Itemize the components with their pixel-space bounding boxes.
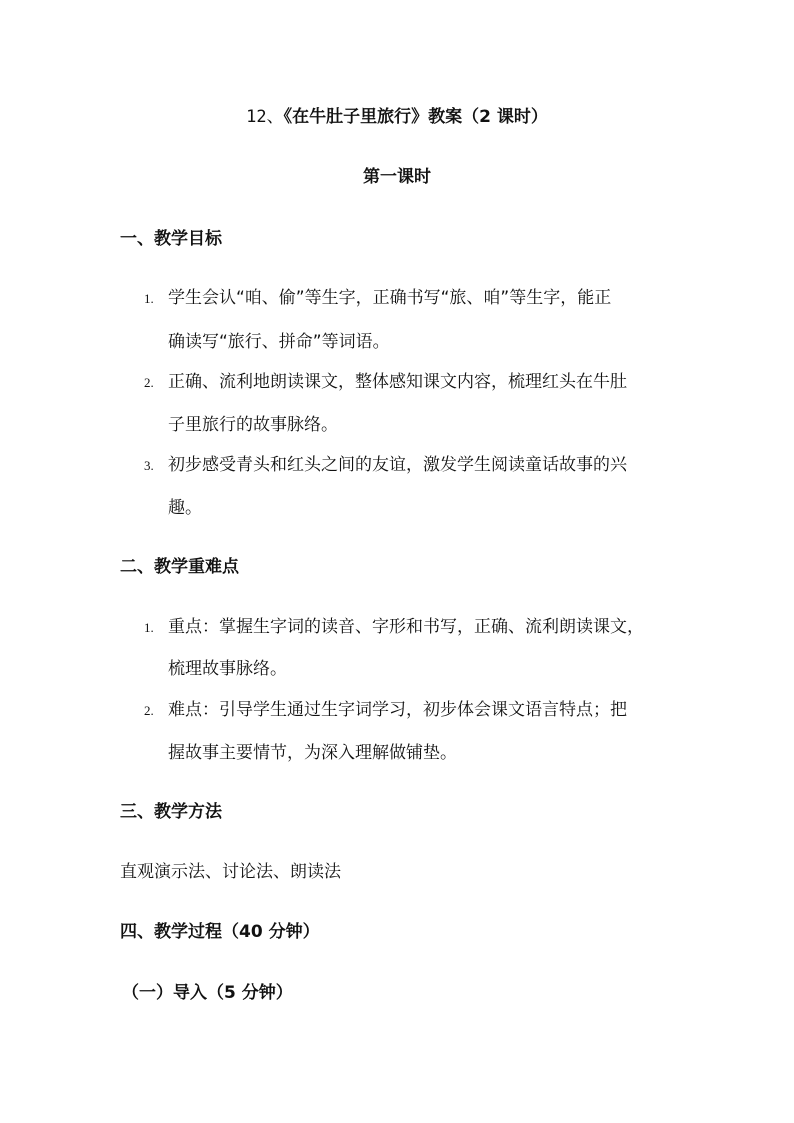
- title-text: 《在牛肚子里旅行》教案（2 课时）: [283, 107, 548, 127]
- methods-text: 直观演示法、讨论法、朗读法: [120, 862, 341, 882]
- section-heading-process: 四、教学过程（40 分钟）: [120, 922, 320, 942]
- list-item-line: 学生会认“咱、偷”等生字，正确书写“旅、咱”等生字，能正: [168, 288, 612, 308]
- list-item-line: 握故事主要情节，为深入理解做铺垫。: [168, 743, 457, 763]
- list-number: 1.: [144, 620, 154, 635]
- list-item-line: 初步感受青头和红头之间的友谊，激发学生阅读童话故事的兴: [168, 455, 627, 475]
- list-item-line: 重点：掌握生字词的读音、字形和书写，正确、流利朗读课文，: [168, 617, 644, 637]
- section-heading-key-points: 二、教学重难点: [120, 557, 239, 577]
- section-heading-goals: 一、教学目标: [120, 229, 222, 249]
- title-number: 12、: [246, 107, 284, 127]
- list-number: 1.: [144, 291, 154, 306]
- document-title: [0, 106, 794, 128]
- list-item-line: 子里旅行的故事脉络。: [168, 415, 338, 435]
- list-item-line: 正确、流利地朗读课文，整体感知课文内容，梳理红头在牛肚: [168, 372, 627, 392]
- subsection-heading-intro: （一）导入（5 分钟）: [122, 983, 293, 1003]
- list-number: 3.: [144, 458, 154, 473]
- list-item-line: 难点：引导学生通过生字词学习，初步体会课文语言特点；把: [168, 700, 627, 720]
- section-heading-methods: 三、教学方法: [120, 802, 222, 822]
- list-item-line: 趣。: [168, 498, 202, 518]
- list-item-line: 确读写“旅行、拼命”等词语。: [168, 332, 390, 352]
- list-number: 2.: [144, 703, 154, 718]
- lesson-heading: 第一课时: [363, 167, 431, 187]
- list-number: 2.: [144, 375, 154, 390]
- list-item-line: 梳理故事脉络。: [168, 659, 287, 679]
